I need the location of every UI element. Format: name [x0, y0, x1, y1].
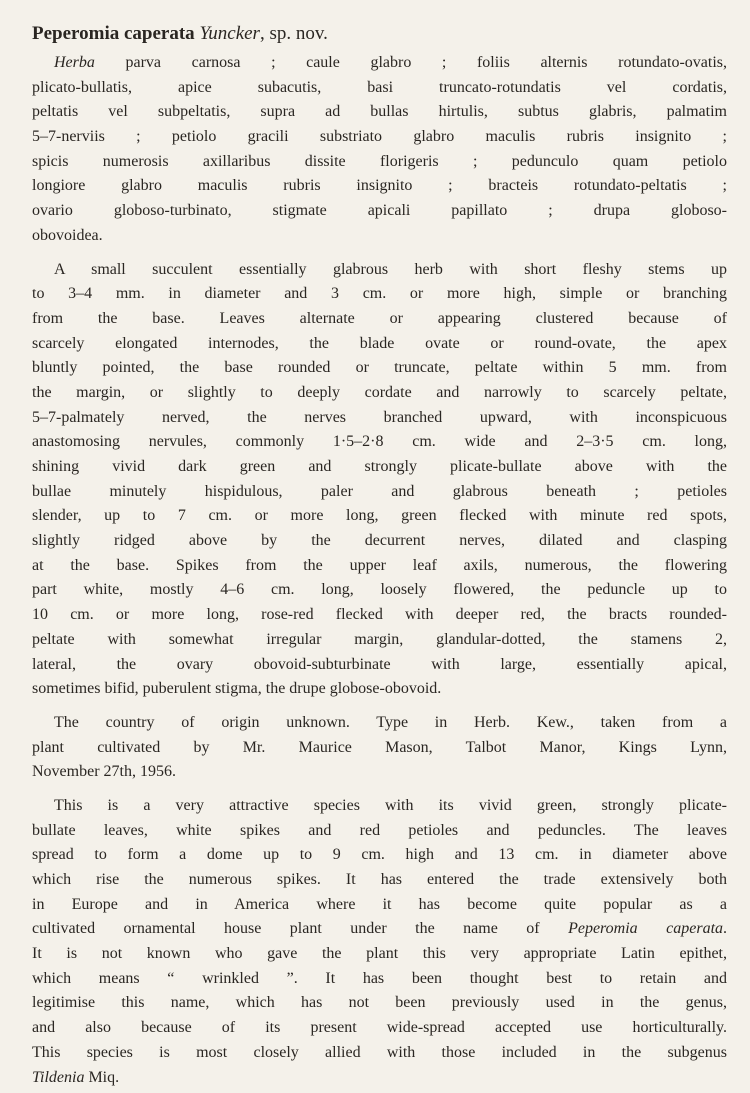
species-name: Peperomia caperata — [32, 23, 195, 44]
description-line: slender, up to 7 cm. or more long, green flecked with minute red spots, — [32, 507, 727, 532]
description-line: the margin, or slightly to deeply cordate and narrowly to scarcely peltate, — [32, 384, 727, 409]
remarks-line: spread to form a dome up to 9 cm. high and 13 cm. in diameter above — [32, 846, 727, 871]
description-line: 10 cm. or more long, rose-red flecked with deeper red, the bracts rounded- — [32, 606, 727, 631]
description-line: peltate with somewhat irregular margin, glandular-dotted, the stamens 2, — [32, 631, 727, 656]
remarks-line: cultivated ornamental house plant under the name of Peperomia caperata. — [32, 920, 727, 945]
latin-diagnosis — [32, 54, 727, 252]
english-description — [32, 261, 727, 705]
species-heading — [32, 20, 727, 48]
origin-paragraph — [32, 714, 727, 788]
remarks-line: and also because of its present wide-spread accepted use horticulturally. — [32, 1019, 727, 1044]
latin-line: plicato-bullatis, apice subacutis, basi truncato-rotundatis vel cordatis, — [32, 79, 727, 104]
remarks-line: which means “ wrinkled ”. It has been thought best to retain and — [32, 970, 727, 995]
description-line: A small succulent essentially glabrous herb with short fleshy stems up — [32, 261, 727, 286]
description-line: at the base. Spikes from the upper leaf axils, numerous, the flowering — [32, 557, 727, 582]
description-line: scarcely elongated internodes, the blade ovate or round-ovate, the apex — [32, 335, 727, 360]
origin-line: plant cultivated by Mr. Maurice Mason, Talbot Manor, Kings Lynn, — [32, 739, 727, 764]
description-line: sometimes bifid, puberulent stigma, the drupe globose-obovoid. — [32, 680, 727, 705]
remarks-line: This is a very attractive species with its vivid green, strongly plicate- — [32, 797, 727, 822]
description-line: from the base. Leaves alternate or appearing clustered because of — [32, 310, 727, 335]
remarks-line: This species is most closely allied with those included in the subgenus — [32, 1044, 727, 1069]
remarks-line: It is not known who gave the plant this very appropriate Latin epithet, — [32, 945, 727, 970]
latin-line: obovoidea. — [32, 227, 727, 252]
description-line: bluntly pointed, the base rounded or truncate, peltate within 5 mm. from — [32, 359, 727, 384]
document-page — [32, 20, 727, 1093]
description-line: slightly ridged above by the decurrent nerves, dilated and clasping — [32, 532, 727, 557]
latin-line: longiore glabro maculis rubris insignito ; bracteis rotundato-peltatis ; — [32, 177, 727, 202]
latin-line: ovario globoso-turbinato, stigmate apicali papillato ; drupa globoso- — [32, 202, 727, 227]
species-author: Yuncker — [199, 23, 260, 44]
latin-line: 5–7-nerviis ; petiolo gracili substriato glabro maculis rubris insignito ; — [32, 128, 727, 153]
latin-line: peltatis vel subpeltatis, supra ad bullas hirtulis, subtus glabris, palmatim — [32, 103, 727, 128]
remarks-paragraph — [32, 797, 727, 1093]
description-line: part white, mostly 4–6 cm. long, loosely flowered, the peduncle up to — [32, 581, 727, 606]
remarks-line: bullate leaves, white spikes and red petioles and peduncles. The leaves — [32, 822, 727, 847]
description-line: to 3–4 mm. in diameter and 3 cm. or more high, simple or branching — [32, 285, 727, 310]
description-line: anastomosing nervules, commonly 1·5–2·8 cm. wide and 2–3·5 cm. long, — [32, 433, 727, 458]
remarks-line: in Europe and in America where it has become quite popular as a — [32, 896, 727, 921]
remarks-line: Tildenia Miq. — [32, 1069, 727, 1093]
remarks-line: which rise the numerous spikes. It has entered the trade extensively both — [32, 871, 727, 896]
description-line: bullae minutely hispidulous, paler and glabrous beneath ; petioles — [32, 483, 727, 508]
species-status: , sp. nov. — [260, 23, 328, 44]
description-line: shining vivid dark green and strongly plicate-bullate above with the — [32, 458, 727, 483]
description-line: 5–7-palmately nerved, the nerves branched upward, with inconspicuous — [32, 409, 727, 434]
latin-line: spicis numerosis axillaribus dissite florigeris ; pedunculo quam petiolo — [32, 153, 727, 178]
latin-line: Herba parva carnosa ; caule glabro ; foliis alternis rotundato-ovatis, — [32, 54, 727, 79]
origin-line: The country of origin unknown. Type in Herb. Kew., taken from a — [32, 714, 727, 739]
description-line: lateral, the ovary obovoid-subturbinate with large, essentially apical, — [32, 656, 727, 681]
origin-line: November 27th, 1956. — [32, 763, 727, 788]
remarks-line: legitimise this name, which has not been previously used in the genus, — [32, 994, 727, 1019]
